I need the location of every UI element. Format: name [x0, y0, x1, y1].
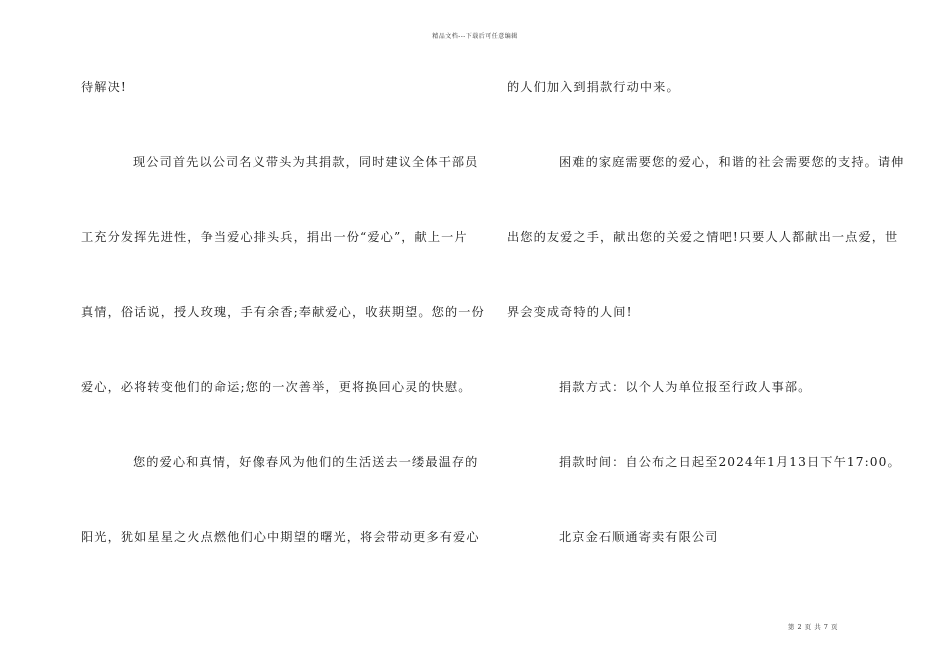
paragraph-line: 您的爱心和真情，好像春风为他们的生活送去一缕最温存的: [133, 455, 479, 469]
paragraph-line: 困难的家庭需要您的爱心，和谐的社会需要您的支持。请伸: [559, 155, 905, 169]
page-number: 第 2 页 共 7 页: [787, 623, 838, 631]
donation-time-line: 捐款时间：自公布之日起至2024年1月13日下午17:00。: [559, 455, 901, 469]
paragraph-line: 的人们加入到捐款行动中来。: [507, 80, 680, 94]
paragraph-line: 阳光，犹如星星之火点燃他们心中期望的曙光，将会带动更多有爱心: [81, 530, 480, 544]
company-name-line: 北京金石顺通寄卖有限公司: [559, 530, 719, 544]
paragraph-line: 出您的友爱之手，献出您的关爱之情吧!只要人人都献出一点爱，世: [507, 230, 899, 244]
paragraph-line: 爱心，必将转变他们的命运;您的一次善举，更将换回心灵的快慰。: [81, 380, 472, 394]
paragraph-line: 现公司首先以公司名义带头为其捐款，同时建议全体干部员: [133, 155, 479, 169]
paragraph-line: 界会变成奇特的人间!: [507, 305, 633, 319]
page-header: 精品文档---下载后可任意编辑: [432, 33, 518, 40]
paragraph-line: 真情，俗话说，授人玫瑰，手有余香;奉献爱心，收获期望。您的一份: [81, 305, 485, 319]
donation-method-line: 捐款方式：以个人为单位报至行政人事部。: [559, 380, 812, 394]
paragraph-line: 工充分发挥先进性，争当爱心排头兵，捐出一份“爱心”，献上一片: [81, 230, 468, 244]
paragraph-line: 待解决!: [81, 80, 127, 94]
